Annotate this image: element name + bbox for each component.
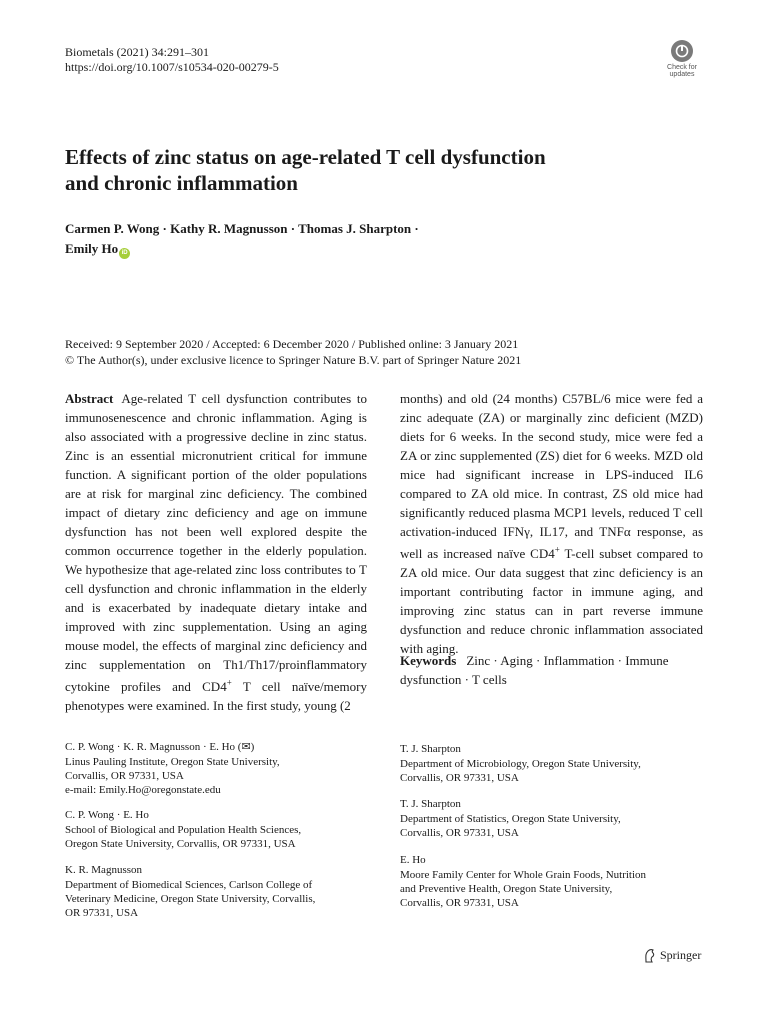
keywords-text: Zinc · Aging · Inflammation · Immune dysfunction · T cells xyxy=(400,653,669,687)
affiliation-block xyxy=(65,863,365,920)
article-title: Effects of zinc status on age-related T cell dysfunction and chronic inflammation xyxy=(65,145,546,195)
affiliation-line: Corvallis, OR 97331, USA xyxy=(65,770,184,782)
affiliation-line: Department of Microbiology, Oregon State University, xyxy=(400,758,641,770)
abstract-text-left: Age-related T cell dysfunction contributes to immunosenescence and chronic inflammation. Aging is also associated with a progressive decline in zinc status. Zinc is an essential micronutrient critical for immune function. A significant portion of the older populations are at risk for marginal zinc deficiency. The combined impact of dietary zinc deficiency and age on immune dysfunction has not been well explored despite the common occurrence together in the elderly population. We hypothesize that age-related zinc loss contributes to T cell dysfunction and chronic inflammation in the elderly and is exacerbated by inadequate dietary intake and improved with zinc supplementation. Using an aging mouse model, the effects of marginal zinc deficiency and zinc supplementation on Th1/Th17/proinflammatory cytokine profiles and CD4+ T cell naïve/memory phenotypes were examined. In the first study, young (2 xyxy=(65,391,367,714)
affiliation-line: Department of Biomedical Sciences, Carlson College of xyxy=(65,879,313,891)
affiliation-block xyxy=(400,797,703,840)
affiliation-line: Corvallis, OR 97331, USA xyxy=(400,827,519,839)
abstract-text-right: months) and old (24 months) C57BL/6 mice were fed a zinc adequate (ZA) or marginally zinc deficient (MZD) diets for 6 weeks. In the second study, mice were fed a ZA or zinc supplemented (ZS) diet for 6 weeks. MZD old mice had significant increase in LPS-induced IL6 compared to ZA old mice. In contrast, ZS old mice had significantly reduced plasma MCP1 levels, reduced T cell activation-induced IFNγ, IL17, and TNFα response, as well as increased naïve CD4+ T-cell subset compared to ZA old mice. Our data suggest that zinc deficiency is an important contributing factor in immune aging, and improving zinc status can in part reverse immune dysfunction and reduce chronic inflammation associated with aging. xyxy=(400,391,703,657)
check-for-updates-button[interactable] xyxy=(660,40,704,80)
affiliation-block xyxy=(65,808,365,851)
affiliation-line: Moore Family Center for Whole Grain Foods, Nutrition xyxy=(400,869,647,881)
journal-citation xyxy=(65,45,279,75)
authors-line-1: Carmen P. Wong · Kathy R. Magnusson · Thomas J. Sharpton · xyxy=(65,221,419,236)
authors-line-2: Emily Ho xyxy=(65,241,119,256)
affiliation-line: Linus Pauling Institute, Oregon State University, xyxy=(65,756,280,768)
copyright-line: © The Author(s), under exclusive licence to Springer Nature B.V. part of Springer Nature 2021 xyxy=(65,353,522,367)
doi-link[interactable]: https://doi.org/10.1007/s10534-020-00279-5 xyxy=(65,60,279,74)
publisher-name: Springer xyxy=(660,948,702,962)
affiliation-line: Corvallis, OR 97331, USA xyxy=(400,897,519,909)
author-list xyxy=(65,219,485,259)
publication-dates xyxy=(65,336,521,368)
springer-horse-icon xyxy=(643,948,656,963)
affiliation-authors: T. J. Sharpton xyxy=(400,798,461,810)
journal-line: Biometals (2021) 34:291–301 xyxy=(65,45,209,59)
check-updates-icon xyxy=(671,40,693,62)
affiliation-line: Oregon State University, Corvallis, OR 97331, USA xyxy=(65,838,296,850)
abstract-label: Abstract xyxy=(65,391,114,406)
check-updates-label: Check for updates xyxy=(667,64,697,78)
affiliation-line: School of Biological and Population Health Sciences, xyxy=(65,824,302,836)
keywords xyxy=(400,651,703,689)
affiliation-block xyxy=(400,853,703,910)
abstract-column-right xyxy=(400,389,703,658)
affiliation-authors: K. R. Magnusson xyxy=(65,864,143,876)
affiliation-block xyxy=(65,740,365,797)
date-line: Received: 9 September 2020 / Accepted: 6 December 2020 / Published online: 3 January 2021 xyxy=(65,337,519,351)
affiliation-authors: E. Ho xyxy=(400,854,426,866)
affiliation-authors: C. P. Wong · K. R. Magnusson · E. Ho (✉) xyxy=(65,741,255,753)
affiliation-line: Corvallis, OR 97331, USA xyxy=(400,772,519,784)
publisher-logo xyxy=(643,948,701,963)
keywords-label: Keywords xyxy=(400,653,457,668)
affiliation-line: OR 97331, USA xyxy=(65,907,139,919)
abstract-column-left xyxy=(65,389,367,715)
affiliation-email[interactable]: e-mail: Emily.Ho@oregonstate.edu xyxy=(65,784,221,796)
affiliation-line: Department of Statistics, Oregon State University, xyxy=(400,813,621,825)
affiliation-block xyxy=(400,742,703,785)
orcid-icon[interactable]: iD xyxy=(119,248,130,259)
affiliation-line: Veterinary Medicine, Oregon State University, Corvallis, xyxy=(65,893,316,905)
affiliation-authors: T. J. Sharpton xyxy=(400,743,461,755)
affiliation-line: and Preventive Health, Oregon State University, xyxy=(400,883,613,895)
affiliation-authors: C. P. Wong · E. Ho xyxy=(65,809,149,821)
